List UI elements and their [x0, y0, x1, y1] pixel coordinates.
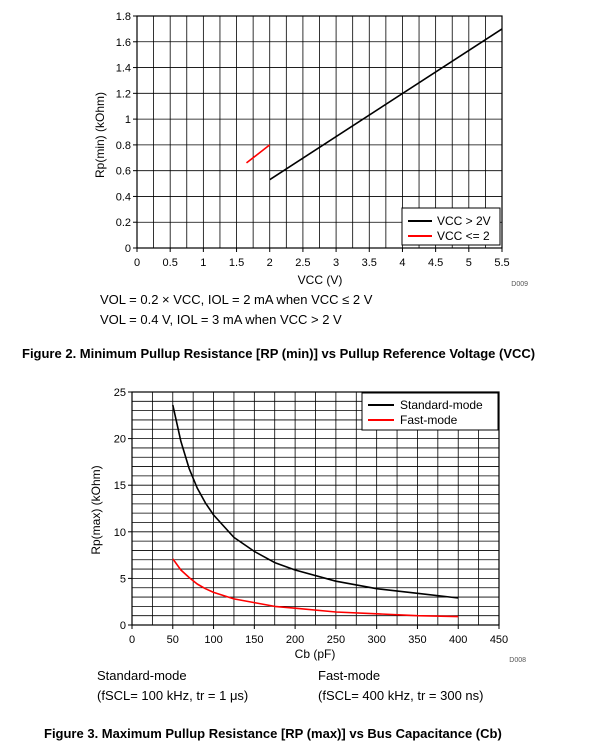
x-tick-label: 400 [449, 634, 468, 646]
y-tick-label: 0.6 [115, 165, 131, 178]
chart2-y-axis-label: Rp(max) (kOhm) [89, 465, 103, 555]
chart1-y-axis-label: Rp(min) (kOhm) [93, 92, 107, 178]
chart1-series [247, 29, 503, 180]
fig2-condition-line-2: VOL = 0.4 V, IOL = 3 mA when VCC > 2 V [100, 312, 342, 327]
y-tick-label: 1 [124, 114, 131, 127]
y-tick-label: 1.6 [115, 36, 131, 49]
fig3-fast-mode-params: (fSCL= 400 kHz, tr = 300 ns) [318, 688, 484, 703]
y-tick-label: 5 [119, 573, 126, 586]
chart2-figure-id: D008 [509, 657, 526, 664]
y-tick-label: 0 [119, 620, 126, 632]
fig3-standard-mode-title: Standard-mode [97, 668, 187, 683]
x-tick-label: 200 [285, 634, 305, 646]
x-tick-label: 4 [399, 257, 406, 269]
y-tick-label: 1.2 [115, 88, 131, 101]
fig3-standard-mode-params: (fSCL= 100 kHz, tr = 1 μs) [97, 688, 249, 703]
x-tick-label: 0 [133, 257, 141, 269]
x-tick-label: 3 [333, 257, 340, 269]
x-tick-label: 50 [166, 634, 179, 646]
x-tick-label: 100 [204, 634, 223, 646]
y-tick-label: 25 [113, 387, 126, 399]
y-tick-label: 0.4 [115, 191, 131, 204]
chart1-figure-id: D009 [511, 281, 528, 288]
x-tick-label: 4.5 [427, 257, 444, 269]
chart2-x-axis-label: Cb (pF) [294, 647, 336, 661]
y-tick-label: 0.8 [115, 139, 131, 152]
y-tick-label: 0.2 [115, 217, 131, 230]
y-tick-label: 1.4 [115, 62, 131, 75]
x-tick-label: 2.5 [295, 257, 311, 269]
y-tick-label: 1.8 [115, 11, 131, 23]
x-tick-label: 5.5 [494, 257, 510, 269]
fig3-fast-mode-title: Fast-mode [318, 668, 381, 683]
y-tick-label: 20 [113, 433, 126, 446]
x-tick-label: 0.5 [162, 257, 178, 269]
x-tick-label: 3.5 [361, 257, 377, 269]
chart1-legend [402, 208, 500, 245]
chart2-legend [362, 393, 498, 430]
y-tick-label: 15 [113, 480, 126, 493]
x-tick-label: 1.5 [228, 257, 245, 269]
x-tick-label: 0 [128, 634, 136, 646]
fig2-condition-line-1: VOL = 0.2 × VCC, IOL = 2 mA when VCC ≤ 2 V [100, 292, 373, 307]
x-tick-label: 250 [326, 634, 346, 646]
y-tick-label: 0 [124, 243, 131, 255]
x-tick-label: 350 [408, 634, 427, 646]
chart1-x-axis-label: VCC (V) [297, 273, 343, 287]
legend-label-vcc-gt-2v: VCC > 2V [437, 214, 491, 228]
x-tick-label: 5 [465, 257, 472, 269]
y-tick-label: 10 [113, 526, 126, 539]
figure-3-caption: Figure 3. Maximum Pullup Resistance [RP (max)] vs Bus Capacitance (Cb) [44, 726, 502, 741]
x-tick-label: 150 [245, 634, 264, 646]
legend-label-fast-mode: Fast-mode [400, 413, 458, 427]
legend-label-standard-mode: Standard-mode [400, 398, 483, 412]
x-tick-label: 300 [367, 634, 386, 646]
x-tick-label: 1 [200, 257, 207, 269]
x-tick-label: 450 [489, 634, 509, 646]
x-tick-label: 2 [266, 257, 273, 269]
series-line-vcc-2 [247, 145, 270, 163]
legend-label-vcc-le-2: VCC <= 2 [437, 229, 490, 243]
figure-2-caption: Figure 2. Minimum Pullup Resistance [RP (min)] vs Pullup Reference Voltage (VCC) [22, 346, 536, 361]
